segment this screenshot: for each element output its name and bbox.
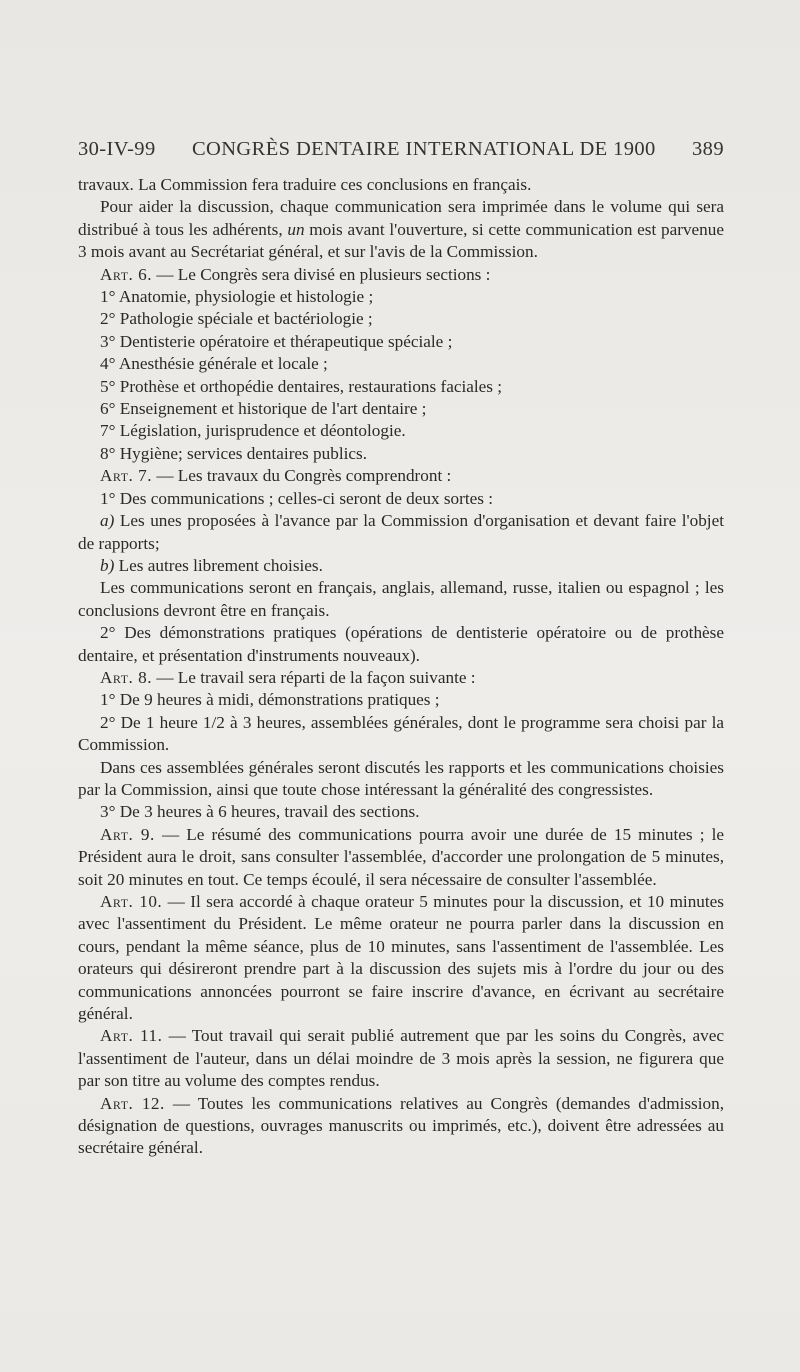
article-9: Art. 9. — Le résumé des communications pourra avoir une durée de 15 minutes ; le Président aura le droit, sans consulter l'assemblée, d'accorder une prolongation de 5 minutes, soit 20 minutes en tout. Ce temps écoulé, il sera nécessaire de consulter l'assemblée. [78,824,724,889]
list-item: 6° Enseignement et historique de l'art dentaire ; [100,399,427,419]
list-item: 2° De 1 heure 1/2 à 3 heures, assemblées générales, dont le programme sera choisi par la Commission. [78,712,724,755]
article-label: Art. 9. [100,824,155,844]
list-item: 4° Anesthésie générale et locale ; [100,354,328,374]
list-item: 3° De 3 heures à 6 heures, travail des sections. [100,802,420,822]
header-title: CONGRÈS DENTAIRE INTERNATIONAL DE 1900 [191,138,656,160]
sub-item: a) Les unes proposées à l'avance par la Commission d'organisation et devant faire l'objet de rapports; [78,511,724,553]
list-item: 1° De 9 heures à midi, démonstrations pratiques ; [100,690,440,710]
list-item: 1° Des communications ; celles-ci seront de deux sortes : [100,488,494,508]
paragraph: Les communications seront en français, anglais, allemand, russe, italien ou espagnol ; les conclusions devront être en français. [78,578,724,620]
article-11: Art. 11. — Tout travail qui serait publié autrement que par les soins du Congrès, avec l'assentiment de l'auteur, dans un délai moindre de 3 mois après la session, ne figurera que par son titre au volume des comptes rendus. [78,1026,725,1091]
article-label: Art. 10. [100,892,163,911]
list-item: 3° Dentisterie opératoire et thérapeutique spéciale ; [100,331,453,351]
body-text [78,174,724,1160]
article-10: Art. 10. — Il sera accordé à chaque orateur 5 minutes pour la discussion, et 10 minutes avec l'assentiment du Président. Le même orateur ne pourra parler dans la discussion en cours, pendant la même séance, plus de 10 minutes, sans l'assentiment de l'assemblée. Les orateurs qui désireront prendre part à la discussion des sujets mis à l'ordre du jour ou des communications annoncées pourront se faire inscrire d'avance, en écrivant au secrétaire général. [78,892,724,1024]
article-8: Art. 8. — Le travail sera réparti de la façon suivante : [100,667,476,687]
article-12: Art. 12. — Toutes les communications relatives au Congrès (demandes d'admission, désignation de questions, ouvrages manuscrits ou imprimés, etc.), doivent être adressées au secrétaire général. [78,1093,724,1158]
list-item: 8° Hygiène; services dentaires publics. [100,443,367,463]
article-label: Art. 11. [100,1026,163,1046]
article-label: Art. 6. [100,264,153,284]
article-label: Art. 8. [100,667,153,687]
article-6: Art. 6. — Le Congrès sera divisé en plusieurs sections : [100,264,491,284]
article-label: Art. 12. [100,1093,165,1113]
running-header [78,138,724,161]
list-item: 2° Pathologie spéciale et bactériologie ; [100,309,373,329]
page-number: 389 [692,138,724,160]
emphasis: un [287,219,305,239]
article-7: Art. 7. — Les travaux du Congrès comprendront : [100,466,452,486]
list-item: 1° Anatomie, physiologie et histologie ; [100,287,374,307]
list-item: 2° Des démonstrations pratiques (opérations de dentisterie opératoire ou de prothèse dentaire, et présentation d'instruments nouveaux). [78,623,724,665]
sub-item: b) Les autres librement choisies. [100,555,323,575]
list-item: 5° Prothèse et orthopédie dentaires, restaurations faciales ; [100,376,503,396]
paragraph: Pour aider la discussion, chaque communication sera imprimée dans le volume qui sera distribué à tous les adhérents, un mois avant l'ouverture, si cette communication est parvenue 3 mois avant au Secrétariat général, et sur l'avis de la Commission. [78,197,724,262]
article-label: Art. 7. [100,466,153,486]
paragraph: travaux. La Commission fera traduire ces conclusions en français. [78,175,532,194]
paragraph: Dans ces assemblées générales seront discutés les rapports et les communications choisies par la Commission, ainsi que toute chose intéressant la généralité des congressistes. [78,757,724,799]
header-date: 30-IV-99 [78,138,156,160]
list-item: 7° Législation, jurisprudence et déontologie. [100,421,406,441]
